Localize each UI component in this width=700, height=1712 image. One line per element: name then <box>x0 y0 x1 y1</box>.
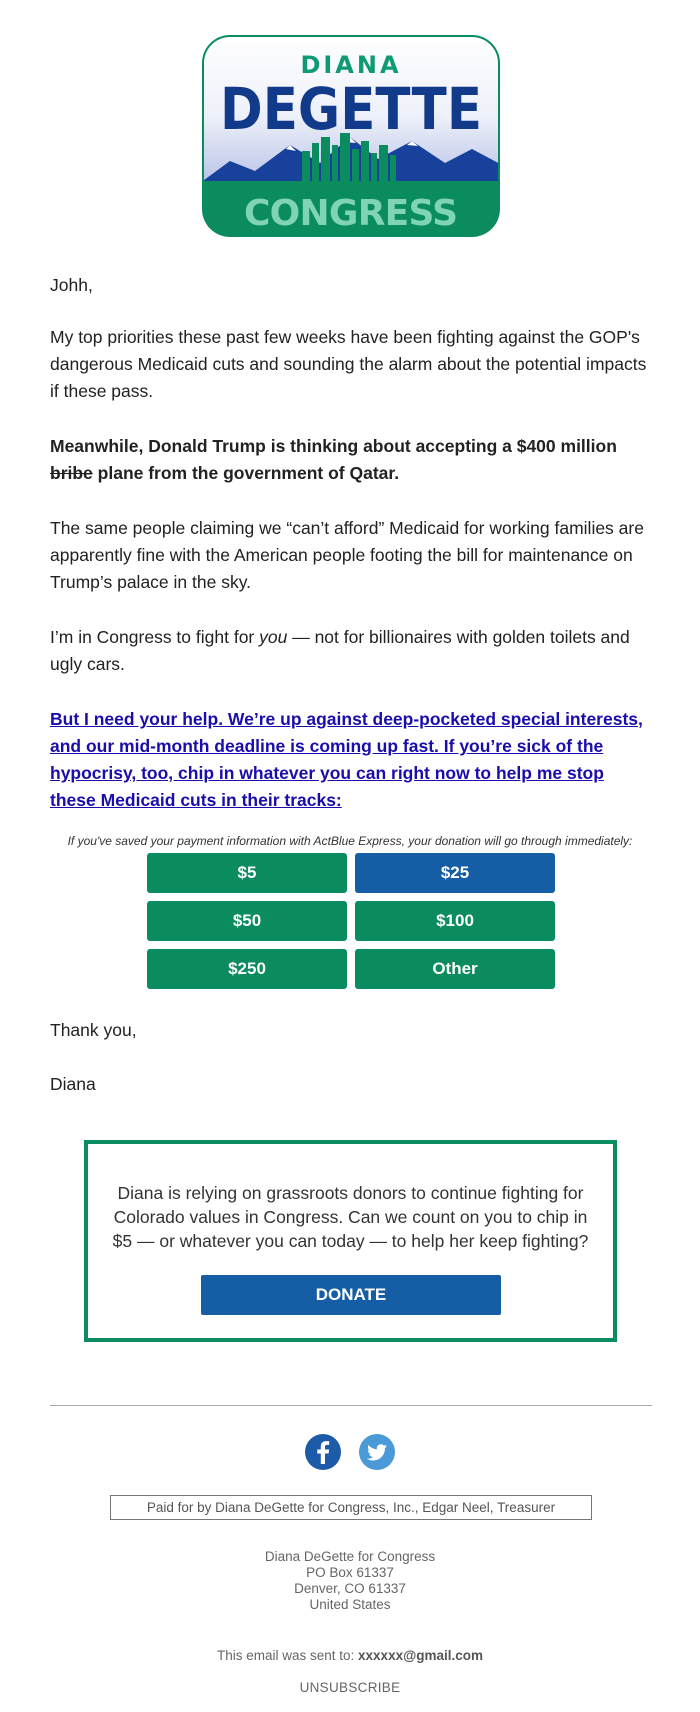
donate-other-button[interactable]: Other <box>355 949 555 989</box>
paid-for-disclaimer: Paid for by Diana DeGette for Congress, Inc., Edgar Neel, Treasurer <box>110 1495 592 1520</box>
donate-25-button[interactable]: $25 <box>355 853 555 893</box>
address-line-3: Denver, CO 61337 <box>294 1581 406 1596</box>
sent-to-line <box>0 1648 700 1663</box>
donate-250-button[interactable]: $250 <box>147 949 347 989</box>
strikethrough-word: bribe <box>50 463 93 483</box>
address-line-4: United States <box>309 1597 391 1612</box>
donate-button[interactable]: DONATE <box>201 1275 501 1315</box>
actblue-express-note: If you've saved your payment information with ActBlue Express, your donation will go through immediately: <box>67 834 633 848</box>
paragraph-2-before: Meanwhile, Donald Trump is thinking about accepting a $400 million <box>50 436 617 456</box>
donate-5-button[interactable]: $5 <box>147 853 347 893</box>
footer-divider <box>50 1405 652 1406</box>
greeting: Johh, <box>50 275 93 295</box>
logo-name-top: DIANA <box>300 51 402 79</box>
facebook-link[interactable] <box>304 1433 342 1471</box>
donate-100-button[interactable]: $100 <box>355 901 555 941</box>
paragraph-4-before: I’m in Congress to fight for <box>50 627 260 647</box>
sent-to-label: This email was sent to: <box>216 1648 359 1663</box>
paragraph-2-after: plane from the government of Qatar. <box>92 463 400 483</box>
campaign-logo <box>200 33 502 239</box>
address-line-2: PO Box 61337 <box>306 1565 394 1580</box>
closing: Thank you, <box>50 1020 137 1040</box>
paragraph-2 <box>50 433 652 487</box>
donation-cta-link[interactable]: But I need your help. We’re up against deep-pocketed special interests, and our mid-month deadline is coming up fast. If you’re sick of the hypocrisy, too, chip in whatever you can right now to help me stop these Medicaid cuts in their tracks: <box>50 709 643 810</box>
mailing-address <box>0 1549 700 1613</box>
donate-50-button[interactable]: $50 <box>147 901 347 941</box>
twitter-icon <box>358 1433 396 1471</box>
logo-name-bottom: CONGRESS <box>244 193 458 234</box>
unsubscribe-link[interactable]: UNSUBSCRIBE <box>299 1680 401 1695</box>
paragraph-1: My top priorities these past few weeks have been fighting against the GOP's dangerous Medicaid cuts and sounding the alarm about the potential impacts if these pass. <box>50 327 647 401</box>
logo-graphic <box>200 33 502 239</box>
paragraph-4 <box>50 624 652 678</box>
emphasis-you: you <box>259 627 288 647</box>
twitter-link[interactable] <box>358 1433 396 1471</box>
donate-callout-box <box>84 1140 617 1342</box>
facebook-icon <box>304 1433 342 1471</box>
donate-callout-text: Diana is relying on grassroots donors to continue fighting for Colorado values in Congress. Can we count on you to chip in $5 — or whatever you can today — to help her keep fighting? <box>112 1183 589 1251</box>
recipient-email: xxxxxx@gmail.com <box>358 1648 484 1663</box>
logo-name-main: DEGETTE <box>220 75 482 143</box>
paragraph-4-after: — not for billionaires with golden toilets and ugly cars. <box>50 627 630 674</box>
address-line-1: Diana DeGette for Congress <box>264 1549 436 1564</box>
paragraph-3: The same people claiming we “can’t afford” Medicaid for working families are apparently fine with the American people footing the bill for maintenance on Trump’s palace in the sky. <box>50 518 644 592</box>
signature: Diana <box>50 1074 96 1094</box>
